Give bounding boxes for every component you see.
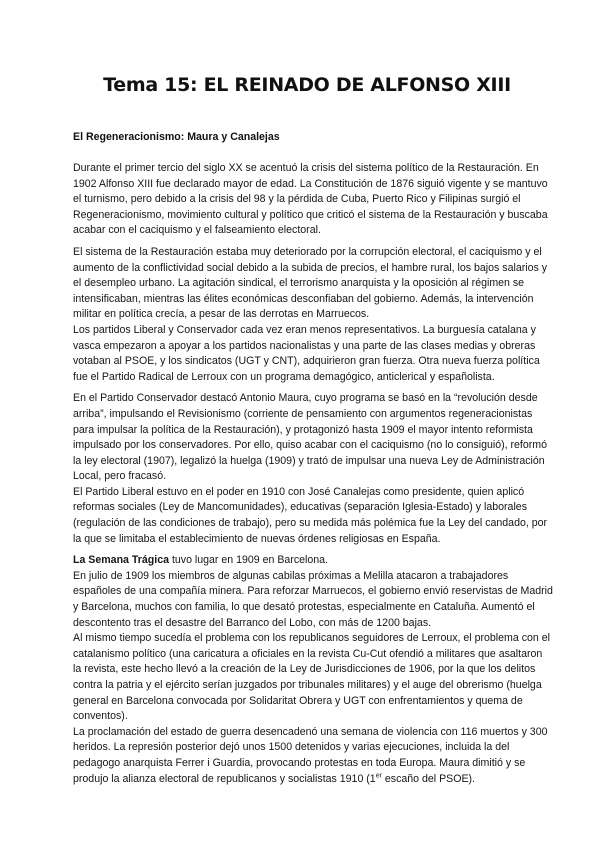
document-body (73, 161, 553, 787)
paragraph: Los partidos Liberal y Conservador cada vez eran menos representativos. La burguesía catalana y vasca empezaron a apoyar a los partidos nacionalistas y una parte de las clases medias y obreras votaban al PSOE, y los sindicatos (UGT y CNT), adquirieron gran fuerza. Otra nueva fuerza política fue el Partido Radical de Lerroux con un programa demagógico, anticlerical y españolista. (73, 323, 540, 383)
paragraph: Al mismo tiempo sucedía el problema con los republicanos seguidores de Lerroux, el problema con el catalanismo político (una caricatura a oficiales en la revista Cu-Cut ofendió a militares que asaltaron la revista, este hecho llevó a la creación de la Ley de Jurisdicciones de 1906, por la que los delitos contra la patria y el ejército serían juzgados por tribunales militares) y el auge del obrerismo (huelga general en Barcelona convocada por Solidaritat Obrera y UGT con enfrentamientos y quema de conventos). (73, 632, 550, 723)
paragraph: Durante el primer tercio del siglo XX se acentuó la crisis del sistema político de la Restauración. En 1902 Alfonso XIII fue declarado mayor de edad. La Constitución de 1876 siguió vigente y se mantuvo el turnismo, pero debido a la crisis del 98 y la pérdida de Cuba, Puerto Rico y Filipinas surgió el Regeneracionismo, movimiento cultural y político que criticó el sistema de la Restauración y buscaba acabar con el caciquismo y el falseamiento electoral. (73, 162, 548, 237)
section-heading: El Regeneracionismo: Maura y Canalejas (73, 131, 280, 143)
paragraph-text: La proclamación del estado de guerra desencadenó una semana de violencia con 116 muertos y 300 heridos. La represión posterior dejó unos 1500 detenidos y varias ejecuciones, incluida la del pedagogo anarquista Ferrer i Guardia, provocando protestas en toda Europa. Maura dimitió y se produjo la alianza electoral de republicanos y socialistas 1910 (1 (73, 725, 548, 785)
paragraph-text: tuvo lugar en 1909 en Barcelona. (171, 554, 329, 567)
paragraph-text: escaño del PSOE). (384, 772, 475, 785)
semana-tragica-heading: La Semana Trágica (73, 554, 169, 567)
paragraph: El sistema de la Restauración estaba muy deteriorado por la corrupción electoral, el caciquismo y el aumento de la conflictividad social debido a la subida de precios, el hambre rural, los bajos salarios y el desempleo urbano. La agitación sindical, el terrorismo anarquista y la oposición al régimen se intensificaban, mientras las élites económicas desconfiaban del gobierno. Además, la intervención militar en política crecía, a pesar de las derrotas en Marruecos. (73, 245, 548, 321)
paragraph: En julio de 1909 los miembros de algunas cabilas próximas a Melilla atacaron a trabajadores españoles de una compañía minera. Para reforzar Marruecos, el gobierno envió reservistas de Madrid y Barcelona, muchos con familia, lo que desató protestas, especialmente en Cataluña. Aumentó el descontento tras el desastre del Barranco del Lobo, con más de 1200 bajas. (73, 569, 553, 629)
page-title: Tema 15: EL REINADO DE ALFONSO XIII (103, 74, 511, 96)
paragraph (73, 553, 553, 569)
superscript: er (375, 772, 382, 780)
paragraph (73, 725, 553, 787)
paragraph: El Partido Liberal estuvo en el poder en 1910 con José Canalejas como presidente, quien aplicó reformas sociales (Ley de Mancomunidades), educativas (separación Iglesia-Estado) y laborales (regulación de las condiciones de trabajo), pero su medida más polémica fue la Ley del candado, por la que se limitaba el establecimiento de nuevas órdenes religiosas en España. (73, 485, 548, 545)
paragraph: En el Partido Conservador destacó Antonio Maura, cuyo programa se basó en la “revolución desde arriba”, impulsando el Revisionismo (corriente de pensamiento con argumentos regeneracionistas para impulsar la política de la Restauración), y protagonizó hasta 1909 el mayor intento reformista impulsado por los conservadores. Por ello, quiso acabar con el caciquismo (no lo consiguió), reformó la ley electoral (1907), legalizó la huelga (1909) y trató de impulsar una nueva Ley de Administración Local, pero fracasó. (73, 392, 548, 483)
